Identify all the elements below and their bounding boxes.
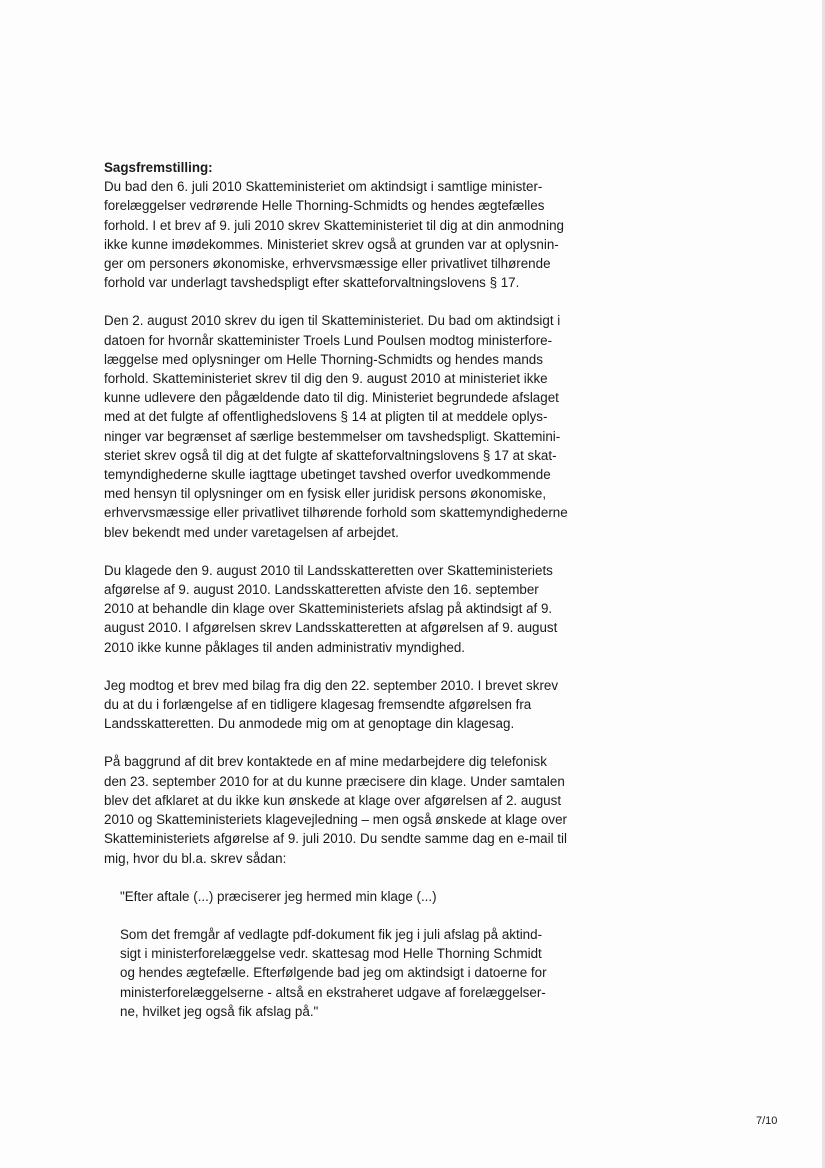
text-line: Den 2. august 2010 skrev du igen til Skatteministeriet. Du bad om aktindsigt i <box>104 313 561 329</box>
text-line: afgørelse af 9. august 2010. Landsskatteretten afviste den 16. september <box>104 582 539 598</box>
text-line: med hensyn til oplysninger om en fysisk eller juridisk persons økonomiske, <box>104 486 547 502</box>
text-line: den 23. september 2010 for at du kunne præcisere din klage. Under samtalen <box>104 773 565 789</box>
text-line: Som det fremgår af vedlagte pdf-dokument fik jeg i juli afslag på aktind- <box>120 926 543 942</box>
text-line: forhold. I et brev af 9. juli 2010 skrev Skatteministeriet til dig at din anmodning <box>104 217 564 233</box>
text-line: ne, hvilket jeg også fik afslag på." <box>120 1003 319 1019</box>
text-line: 2010 og Skatteministeriets klagevejledning – men også ønskede at klage over <box>104 812 567 828</box>
paragraph-2 <box>104 311 594 541</box>
text-line: sigt i ministerforelæggelse vedr. skattesag mod Helle Thorning Schmidt <box>120 946 542 962</box>
text-line: Skatteministeriets afgørelse af 9. juli 2010. Du sendte samme dag en e-mail til <box>104 831 567 847</box>
text-line: og hendes ægtefælle. Efterfølgende bad jeg om aktindsigt i datoerne for <box>120 965 547 981</box>
text-line: læggelse med oplysninger om Helle Thorning-Schmidts og hendes mands <box>104 351 543 367</box>
text-line: blev bekendt med under varetagelsen af arbejdet. <box>104 524 399 540</box>
text-line: ikke kunne imødekommes. Ministeriet skrev også at grunden var at oplysnin- <box>104 236 559 252</box>
text-line: kunne udlevere den pågældende dato til dig. Ministeriet begrundede afslaget <box>104 390 559 406</box>
quoted-email <box>120 887 594 1021</box>
text-line: med at det fulgte af offentlighedslovens § 14 at pligten til at meddele oplys- <box>104 409 548 425</box>
text-line: Landsskatteretten. Du anmodede mig om at genoptage din klagesag. <box>104 716 515 732</box>
text-line: På baggrund af dit brev kontaktede en af mine medarbejdere dig telefonisk <box>104 754 547 770</box>
text-line: forelæggelser vedrørende Helle Thorning-Schmidts og hendes ægtefælles <box>104 198 545 214</box>
text-line: Du bad den 6. juli 2010 Skatteministeriet om aktindsigt i samtlige minister- <box>104 179 543 195</box>
paragraph-3 <box>104 561 594 657</box>
text-line: ninger var begrænset af særlige bestemmelser om tavshedspligt. Skattemini- <box>104 428 561 444</box>
text-line: Du klagede den 9. august 2010 til Landsskatteretten over Skatteministeriets <box>104 562 553 578</box>
text-line: ministerforelæggelserne - altså en ekstraheret udgave af forelæggelser- <box>120 984 546 1000</box>
text-line: steriet skrev også til dig at det fulgte af skatteforvaltningslovens § 17 at skat- <box>104 447 557 463</box>
text-line: du at du i forlængelse af en tidligere klagesag fremsendte afgørelsen fra <box>104 697 532 713</box>
text-line: forhold. Skatteministeriet skrev til dig den 9. august 2010 at ministeriet ikke <box>104 371 548 387</box>
quote-paragraph-2 <box>120 925 594 1021</box>
text-line: 2010 ikke kunne påklages til anden administrativ myndighed. <box>104 639 466 655</box>
text-line: august 2010. I afgørelsen skrev Landsskatteretten at afgørelsen af 9. august <box>104 620 558 636</box>
text-line: 2010 at behandle din klage over Skatteministeriets afslag på aktindsigt af 9. <box>104 601 553 617</box>
text-line: datoen for hvornår skatteminister Troels Lund Poulsen modtog ministerfore- <box>104 332 553 348</box>
paragraph-5 <box>104 752 594 867</box>
text-line: temyndighederne skulle iagttage ubetinget tavshed overfor uvedkommende <box>104 467 551 483</box>
paragraph-4 <box>104 676 594 734</box>
body-paragraphs <box>104 177 594 868</box>
paragraph-1 <box>104 177 594 292</box>
text-line: forhold var underlagt tavshedspligt efter skatteforvaltningslovens § 17. <box>104 275 520 291</box>
text-line: "Efter aftale (...) præciserer jeg hermed min klage (...) <box>120 888 437 904</box>
document-body <box>104 158 594 1040</box>
text-line: erhvervsmæssige eller privatlivet tilhørende forhold som skattemyndighederne <box>104 505 568 521</box>
text-line: Jeg modtog et brev med bilag fra dig den 22. september 2010. I brevet skrev <box>104 677 559 693</box>
text-line: mig, hvor du bl.a. skrev sådan: <box>104 850 287 866</box>
page-number: 7/10 <box>756 1115 778 1127</box>
section-heading: Sagsfremstilling: <box>104 160 213 175</box>
text-line: blev det afklaret at du ikke kun ønskede at klage over afgørelsen af 2. august <box>104 792 562 808</box>
text-line: ger om personers økonomiske, erhvervsmæssige eller privatlivet tilhørende <box>104 256 551 272</box>
quote-paragraph-1 <box>120 887 594 906</box>
